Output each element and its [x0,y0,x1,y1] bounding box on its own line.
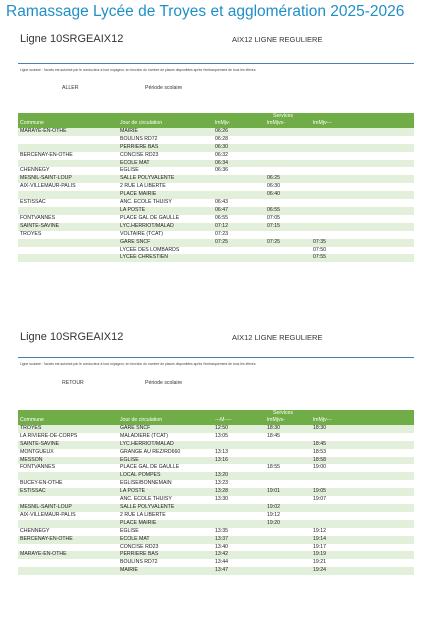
time-cell [265,480,311,488]
commune-cell: ESTISSAC [18,488,118,496]
stop-cell: EGLISE [118,167,213,175]
stop-cell: 2 RUE LA LIBERTE [118,512,213,520]
time-cell: 19:14 [311,536,351,544]
row-spacer [351,544,414,552]
stop-cell: MALADIERE (TCAT) [118,433,213,441]
stop-cell: EGLISE [118,457,213,465]
time-cell: 13:37 [213,536,265,544]
time-cell: 13:23 [213,480,265,488]
time-cell: 07:55 [311,254,351,262]
stop-cell: LA POSTE [118,207,213,215]
time-cell: 06:47 [213,207,265,215]
time-cell [311,433,351,441]
time-cell: 13:28 [213,488,265,496]
commune-cell: BERCENAY-EN-OTHE [18,152,118,160]
stop-cell: CONCISE RD23 [118,544,213,552]
timetable-retour [18,410,414,575]
time-cell: 18:30 [265,425,311,433]
stop-cell: PERRIERE BAS [118,144,213,152]
time-cell [265,559,311,567]
time-cell: 19:02 [265,504,311,512]
commune-cell: MONTGUEUX [18,449,118,457]
commune-cell [18,544,118,552]
time-cell: 19:12 [265,512,311,520]
stop-cell: GRANGE AU REZ/RD660 [118,449,213,457]
column-header: Jour de circulation [118,120,213,128]
stop-cell: LYC.HERRIOT/MALAD [118,223,213,231]
commune-cell: MARAYE-EN-OTHE [18,551,118,559]
time-cell [265,472,311,480]
row-spacer [351,488,414,496]
table-row [18,480,414,488]
row-spacer [351,433,414,441]
table-row [18,536,414,544]
commune-cell [18,472,118,480]
column-header: ---M---- [213,417,265,425]
stop-cell: MAIRIE [118,567,213,575]
row-spacer [351,504,414,512]
time-cell: 19:24 [311,567,351,575]
column-header-spacer [351,417,414,425]
time-cell [311,480,351,488]
row-spacer [351,567,414,575]
table-row [18,441,414,449]
commune-cell: SAINTE-SAVINE [18,223,118,231]
table-row [18,425,414,433]
commune-cell: MARAYE-EN-OTHE [18,128,118,136]
time-cell: 07:50 [311,247,351,255]
time-cell [213,464,265,472]
stop-cell: BOULINS RD72 [118,136,213,144]
commune-cell: BUCEY-EN-OTHE [18,480,118,488]
page-title: Ramassage Lycée de Troyes et agglomération 2025-2026 [6,3,405,20]
time-cell: 13:20 [213,472,265,480]
column-header: lmMjv--- [311,417,351,425]
line-note: Ligne scolaire : l'accès est autorisé par le conducteur à tout voyageur, en fonction du nombre de places disponibles après l'embarquement de tous les élèves. [20,362,257,366]
time-cell: 06:26 [213,128,265,136]
stop-cell: LYCEE DES LOMBARDS [118,247,213,255]
time-cell: 06:32 [213,152,265,160]
time-cell: 06:25 [265,175,311,183]
time-cell [311,504,351,512]
row-spacer [351,425,414,433]
time-cell: 13:05 [213,433,265,441]
time-cell [265,457,311,465]
stop-cell: EGLISE/BONNEMAIN [118,480,213,488]
time-cell: 13:40 [213,544,265,552]
commune-cell: AIX-VILLEMAUR-PALIS [18,183,118,191]
commune-cell: AIX-VILLEMAUR-PALIS [18,512,118,520]
time-cell [265,567,311,575]
stop-cell: SALLE POLYVALENTE [118,504,213,512]
commune-cell: LA RIVIERE-DE-CORPS [18,433,118,441]
time-cell [265,544,311,552]
column-header-row [18,417,414,425]
table-row [18,520,414,528]
time-cell: 19:20 [265,520,311,528]
stop-cell: ANC. ECOLE THUISY [118,496,213,504]
time-cell [265,441,311,449]
row-spacer [351,536,414,544]
row-spacer [351,528,414,536]
stop-cell: ANC. ECOLE THUISY [118,199,213,207]
time-cell [311,512,351,520]
table-row [18,559,414,567]
table-row [18,528,414,536]
stop-cell: PLACE GAL DE GAULLE [118,464,213,472]
time-cell: 18:45 [265,433,311,441]
commune-cell [18,559,118,567]
table-row [18,544,414,552]
time-cell: 18:30 [311,425,351,433]
time-cell: 18:53 [311,449,351,457]
services-label: Services [213,113,351,120]
row-spacer [351,520,414,528]
column-header: lmMjv- [213,120,265,128]
time-cell: 13:47 [213,567,265,575]
services-spacer [18,410,213,417]
divider [18,357,414,358]
stop-cell: ECOLE MAT [118,536,213,544]
time-cell [311,472,351,480]
time-cell: 19:05 [311,488,351,496]
services-spacer [351,410,414,417]
row-spacer [351,480,414,488]
line-name: Ligne 10SRGEAIX12 [20,331,124,343]
time-cell [213,512,265,520]
time-cell: 13:44 [213,559,265,567]
commune-cell: SAINTE-SAVINE [18,441,118,449]
time-cell: 07:12 [213,223,265,231]
table-row [18,433,414,441]
table-row [18,551,414,559]
stop-cell: PLACE MAIRIE [118,191,213,199]
line-type: AIX12 LIGNE REGULIERE [232,333,323,342]
stop-cell: PLACE GAL DE GAULLE [118,215,213,223]
row-spacer [351,496,414,504]
time-cell [265,536,311,544]
time-cell: 13:13 [213,449,265,457]
commune-cell [18,567,118,575]
time-cell [311,520,351,528]
time-cell [213,441,265,449]
row-spacer [351,441,414,449]
time-cell: 06:28 [213,136,265,144]
row-spacer [351,464,414,472]
commune-cell: TROYES [18,425,118,433]
stop-cell: PLACE MAIRIE [118,520,213,528]
commune-cell: MESNIL-SAINT-LOUP [18,504,118,512]
table-row [18,472,414,480]
time-cell: 07:25 [213,239,265,247]
table-row [18,567,414,575]
table-row [18,457,414,465]
time-cell: 18:45 [311,441,351,449]
time-cell: 19:07 [311,496,351,504]
period-label: Période scolaire [145,85,183,91]
time-cell: 06:40 [265,191,311,199]
table-row [18,449,414,457]
time-cell: 13:35 [213,528,265,536]
stop-cell: GARE SNCF [118,425,213,433]
column-header: Commune [18,120,118,128]
time-cell: 06:34 [213,160,265,168]
row-spacer [351,559,414,567]
time-cell [265,496,311,504]
time-cell: 19:21 [311,559,351,567]
time-cell: 06:36 [213,167,265,175]
time-cell: 18:58 [311,457,351,465]
stop-cell: BOULINS RD72 [118,559,213,567]
commune-cell [18,520,118,528]
time-cell: 19:00 [311,464,351,472]
column-header: lmMjvs- [265,417,311,425]
direction-label: ALLER [62,85,79,91]
row-spacer [351,512,414,520]
services-label: Services [213,410,351,417]
table-row [18,504,414,512]
commune-cell: ESTISSAC [18,199,118,207]
time-cell: 18:55 [265,464,311,472]
line-type: AIX12 LIGNE REGULIERE [232,35,323,44]
direction-label: RETOUR [62,380,84,386]
stop-cell: LA POSTE [118,488,213,496]
commune-cell: MESNIL-SAINT-LOUP [18,175,118,183]
commune-cell: BERCENAY-EN-OTHE [18,536,118,544]
time-cell [265,551,311,559]
stop-cell: LYC.HERRIOT/MALAD [118,441,213,449]
column-header: Jour de circulation [118,417,213,425]
line-name: Ligne 10SRGEAIX12 [20,33,124,45]
stop-cell: VOLTAIRE (TCAT) [118,231,213,239]
table-row [18,464,414,472]
time-cell [265,449,311,457]
stop-cell: GARE SNCF [118,239,213,247]
row-spacer [351,472,414,480]
time-cell: 19:17 [311,544,351,552]
time-cell: 07:23 [213,231,265,239]
stop-cell: LOCAL POMPES [118,472,213,480]
row-spacer [351,457,414,465]
time-cell: 19:19 [311,551,351,559]
time-cell: 19:01 [265,488,311,496]
table-row [18,496,414,504]
time-cell: 12:50 [213,425,265,433]
time-cell: 07:05 [265,215,311,223]
time-cell: 13:30 [213,496,265,504]
commune-cell: TROYES [18,231,118,239]
time-cell: 06:30 [265,183,311,191]
stop-cell: SALLE POLYVALENTE [118,175,213,183]
time-cell: 06:55 [265,207,311,215]
commune-cell [18,496,118,504]
table-row [18,512,414,520]
column-header: lmMjvs- [265,120,311,128]
commune-cell: FONTVANNES [18,215,118,223]
time-cell [213,504,265,512]
time-cell: 07:15 [265,223,311,231]
row-spacer [351,449,414,457]
period-label: Période scolaire [145,380,183,386]
time-cell [265,528,311,536]
stop-cell: ECOLE MAT [118,160,213,168]
time-cell [213,520,265,528]
stop-cell: LYCEE CHRESTIEN [118,254,213,262]
time-cell: 06:30 [213,144,265,152]
time-cell: 06:55 [213,215,265,223]
column-header: lmMjv--- [311,120,351,128]
stop-cell: 2 RUE LA LIBERTE [118,183,213,191]
stop-cell: MAIRIE [118,128,213,136]
time-cell: 13:42 [213,551,265,559]
time-cell: 13:16 [213,457,265,465]
line-note: Ligne scolaire : l'accès est autorisé par le conducteur à tout voyageur, en fonction du nombre de places disponibles après l'embarquement de tous les élèves. [20,68,257,72]
stop-cell: CONCISE RD23 [118,152,213,160]
time-cell: 07:35 [311,239,351,247]
time-cell: 19:12 [311,528,351,536]
time-cell: 07:25 [265,239,311,247]
stop-cell: PERRIERE BAS [118,551,213,559]
commune-cell: FONTVANNES [18,464,118,472]
commune-cell: MESSON [18,457,118,465]
column-header: Commune [18,417,118,425]
time-cell: 06:43 [213,199,265,207]
table-row [18,488,414,496]
commune-cell: CHENNEGY [18,528,118,536]
row-spacer [351,551,414,559]
services-header [18,410,414,417]
stop-cell: EGLISE [118,528,213,536]
commune-cell: CHENNEGY [18,167,118,175]
